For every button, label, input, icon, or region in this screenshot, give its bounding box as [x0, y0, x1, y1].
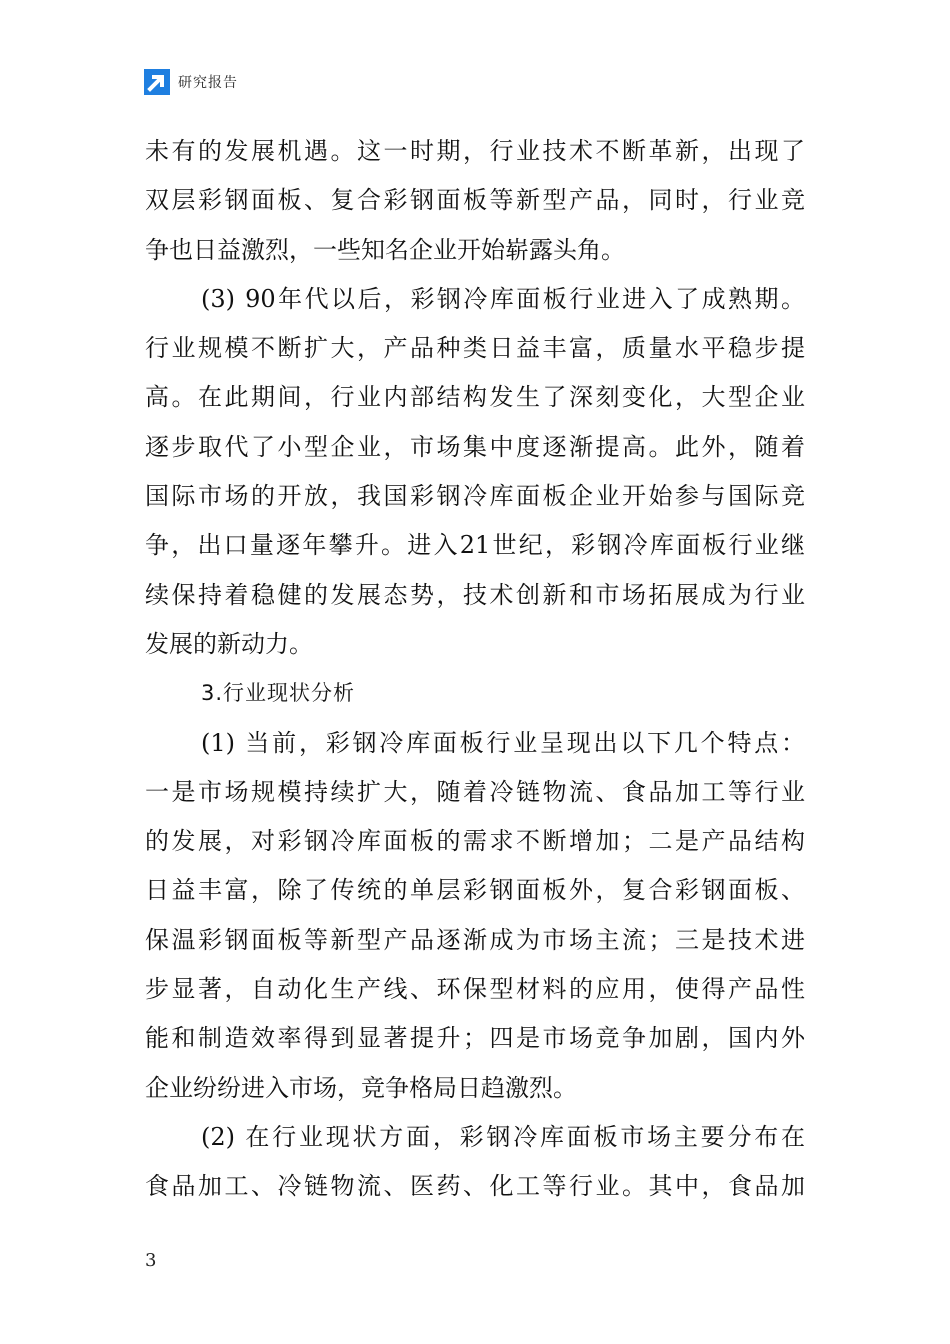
body-line: 高。在此期间，行业内部结构发生了深刻变化，大型企业 — [145, 383, 805, 412]
body-line: 逐步取代了小型企业，市场集中度逐渐提高。此外，随着 — [145, 432, 805, 461]
section-heading: 3.行业现状分析 — [201, 681, 356, 706]
body-line: 步显著，自动化生产线、环保型材料的应用，使得产品性 — [145, 975, 805, 1004]
report-header — [144, 68, 238, 96]
body-line: 未有的发展机遇。这一时期，行业技术不断革新，出现了 — [145, 137, 805, 165]
body-line: 发展的新动力。 — [145, 629, 313, 658]
body-line: 保温彩钢面板等新型产品逐渐成为市场主流；三是技术进 — [145, 925, 805, 954]
page-number: 3 — [145, 1250, 157, 1271]
body-line: 的发展，对彩钢冷库面板的需求不断增加；二是产品结构 — [145, 827, 805, 856]
body-line: 行业规模不断扩大，产品种类日益丰富，质量水平稳步提 — [145, 334, 805, 363]
body-line: 争，出口量逐年攀升。进入21世纪，彩钢冷库面板行业继 — [145, 531, 805, 560]
body-line: (3) 90年代以后，彩钢冷库面板行业进入了成熟期。 — [201, 284, 805, 313]
body-line: 企业纷纷进入市场，竞争格局日趋激烈。 — [145, 1073, 577, 1102]
body-line: 能和制造效率得到显著提升；四是市场竞争加剧，国内外 — [145, 1024, 805, 1053]
body-line: 续保持着稳健的发展态势，技术创新和市场拓展成为行业 — [145, 580, 805, 609]
header-title: 研究报告 — [178, 75, 238, 91]
body-line: (2) 在行业现状方面，彩钢冷库面板市场主要分布在 — [201, 1122, 805, 1151]
body-line: 食品加工、冷链物流、医药、化工等行业。其中，食品加 — [145, 1172, 805, 1201]
body-line: 一是市场规模持续扩大，随着冷链物流、食品加工等行业 — [145, 777, 805, 806]
body-line: 双层彩钢面板、复合彩钢面板等新型产品，同时，行业竞 — [145, 186, 805, 215]
body-line: 国际市场的开放，我国彩钢冷库面板企业开始参与国际竞 — [145, 482, 805, 511]
body-line: (1) 当前，彩钢冷库面板行业呈现出以下几个特点： — [201, 728, 805, 757]
document-body — [145, 127, 805, 1212]
body-line: 日益丰富，除了传统的单层彩钢面板外，复合彩钢面板、 — [145, 876, 805, 905]
body-line: 争也日益激烈，一些知名企业开始崭露头角。 — [145, 235, 625, 264]
arrow-logo-icon — [144, 69, 170, 95]
